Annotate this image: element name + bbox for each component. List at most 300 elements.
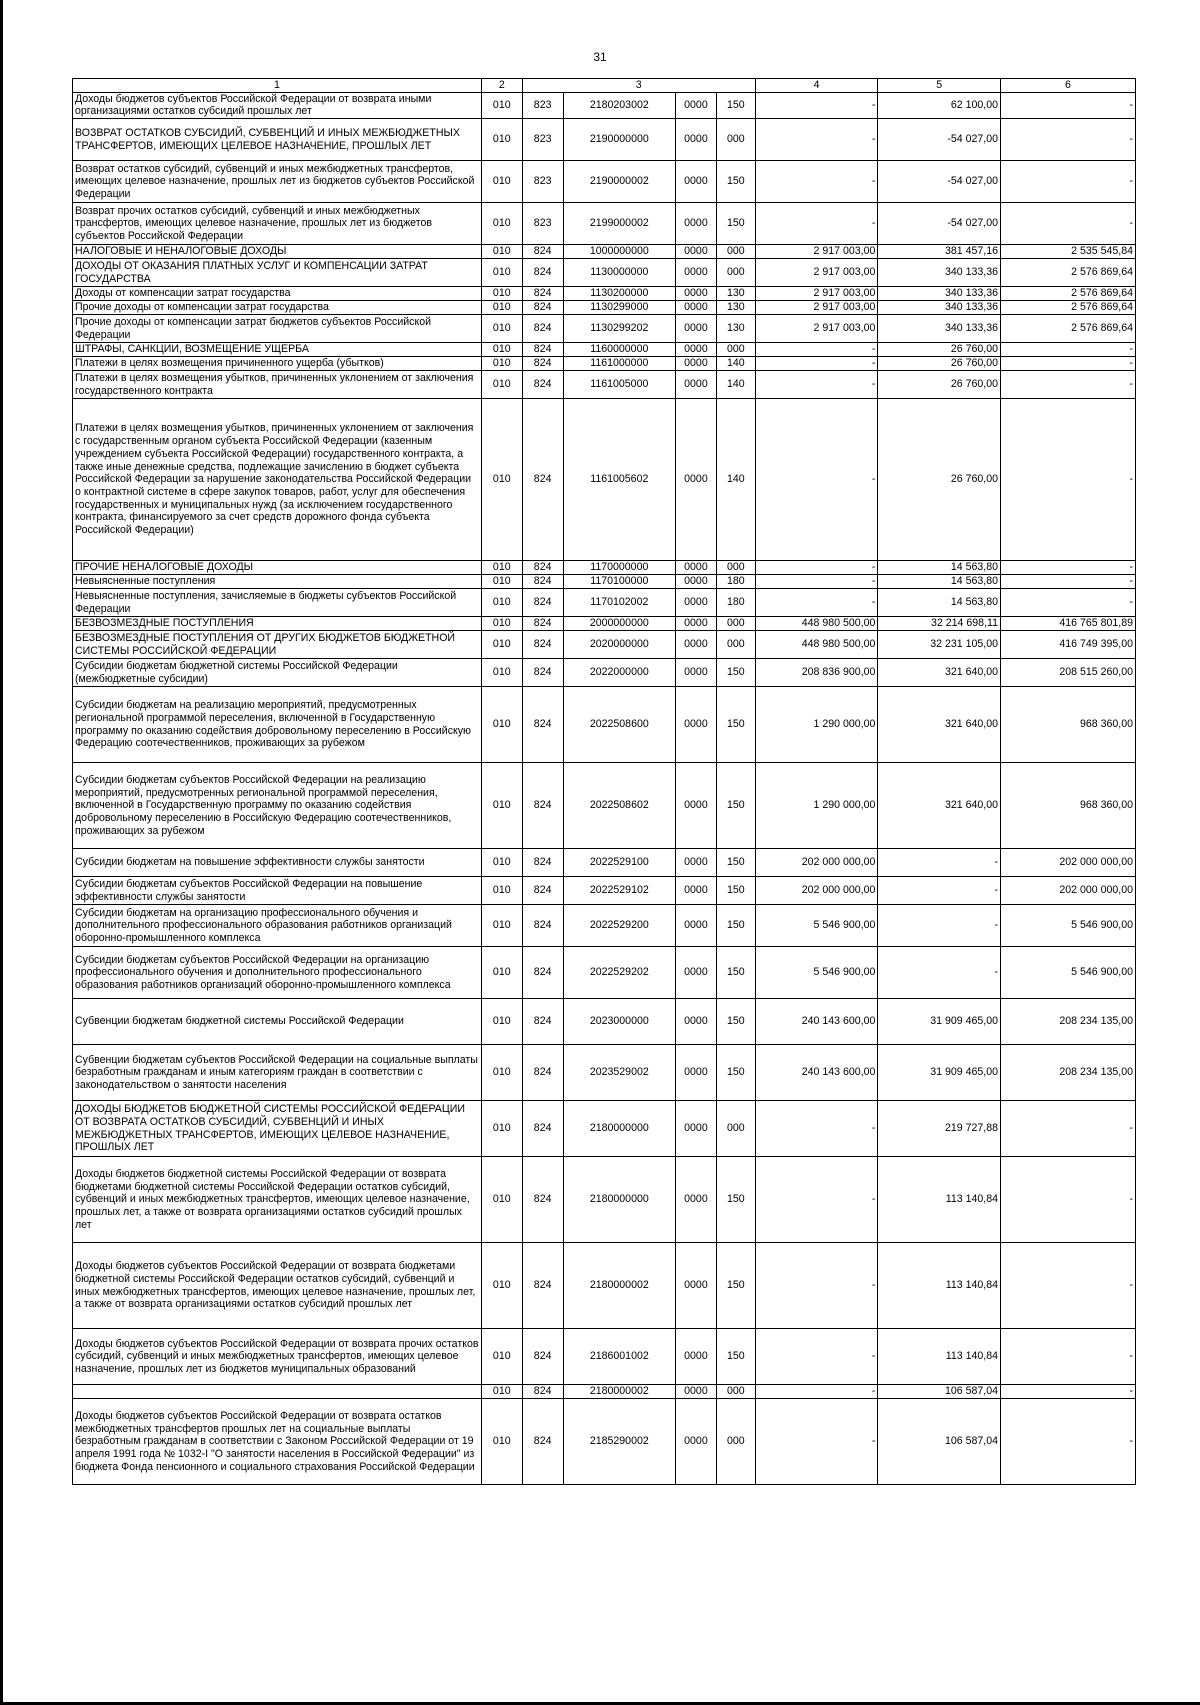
row-code-kosgu: 140 — [716, 371, 755, 399]
row-code-kbk: 2185290002 — [563, 1399, 675, 1485]
table-row — [73, 119, 1136, 161]
row-code-admin: 824 — [522, 575, 563, 589]
row-plan-amount: - — [755, 161, 878, 203]
row-code-admin: 824 — [522, 1385, 563, 1399]
row-plan-amount: 5 546 900,00 — [755, 947, 878, 999]
row-code-program: 0000 — [676, 399, 717, 561]
row-code-program: 0000 — [676, 357, 717, 371]
row-executed-amount: 14 563,80 — [878, 561, 1001, 575]
row-code-kbk: 2023000000 — [563, 999, 675, 1045]
row-code-program: 0000 — [676, 1157, 717, 1243]
row-code-program: 0000 — [676, 905, 717, 947]
row-code-line: 010 — [481, 575, 522, 589]
row-code-kbk: 1161000000 — [563, 357, 675, 371]
row-name: Платежи в целях возмещения убытков, причиненных уклонением от заключения с государственным органом субъекта Российской Федерации (казенным учреждением субъекта Российской Федерации) государственного контракта, а также иные денежные средства, подлежащие зачислению в бюджет субъекта Российской Федерации за нарушение законодательства Российской Федерации о контрактной системе в сфере закупок товаров, работ, услуг для обеспечения государственных и муниципальных нужд (за исключением государственного контракта, финансируемого за счет средств дорожного фонда субъекта Российской Федерации) — [73, 399, 482, 561]
row-executed-amount: 26 760,00 — [878, 371, 1001, 399]
row-code-program: 0000 — [676, 343, 717, 357]
row-code-admin: 824 — [522, 287, 563, 301]
row-executed-amount: 31 909 465,00 — [878, 999, 1001, 1045]
row-executed-amount: 321 640,00 — [878, 763, 1001, 849]
row-code-program: 0000 — [676, 659, 717, 687]
row-code-admin: 824 — [522, 315, 563, 343]
row-remaining-amount: - — [1001, 357, 1136, 371]
row-name — [73, 1385, 482, 1399]
row-executed-amount: 26 760,00 — [878, 343, 1001, 357]
row-code-kbk: 2023529002 — [563, 1045, 675, 1101]
row-code-line: 010 — [481, 763, 522, 849]
row-plan-amount: - — [755, 1157, 878, 1243]
row-executed-amount: - — [878, 947, 1001, 999]
row-plan-amount: - — [755, 1399, 878, 1485]
row-name: БЕЗВОЗМЕЗДНЫЕ ПОСТУПЛЕНИЯ — [73, 617, 482, 631]
row-code-kbk: 2022508600 — [563, 687, 675, 763]
row-code-admin: 824 — [522, 1157, 563, 1243]
row-code-kbk: 2022000000 — [563, 659, 675, 687]
row-remaining-amount: 2 535 545,84 — [1001, 245, 1136, 259]
row-code-program: 0000 — [676, 1101, 717, 1157]
row-code-line: 010 — [481, 399, 522, 561]
row-remaining-amount: 5 546 900,00 — [1001, 947, 1136, 999]
row-executed-amount: 340 133,36 — [878, 315, 1001, 343]
row-code-kosgu: 150 — [716, 877, 755, 905]
row-code-kosgu: 150 — [716, 1045, 755, 1101]
row-code-kbk: 2186001002 — [563, 1329, 675, 1385]
row-code-admin: 823 — [522, 92, 563, 118]
table-row — [73, 1329, 1136, 1385]
row-code-admin: 824 — [522, 357, 563, 371]
table-row — [73, 617, 1136, 631]
row-code-program: 0000 — [676, 1329, 717, 1385]
row-code-line: 010 — [481, 287, 522, 301]
row-code-admin: 823 — [522, 203, 563, 245]
row-name: Невыясненные поступления, зачисляемые в бюджеты субъектов Российской Федерации — [73, 589, 482, 617]
table-row — [73, 849, 1136, 877]
row-code-kbk: 1170100000 — [563, 575, 675, 589]
row-executed-amount: 32 231 105,00 — [878, 631, 1001, 659]
row-code-program: 0000 — [676, 631, 717, 659]
row-code-admin: 824 — [522, 1101, 563, 1157]
row-plan-amount: - — [755, 343, 878, 357]
revenue-table — [72, 78, 1136, 1485]
table-row — [73, 575, 1136, 589]
row-remaining-amount: - — [1001, 161, 1136, 203]
row-plan-amount: 202 000 000,00 — [755, 877, 878, 905]
table-row — [73, 399, 1136, 561]
row-plan-amount: 240 143 600,00 — [755, 1045, 878, 1101]
row-name: ВОЗВРАТ ОСТАТКОВ СУБСИДИЙ, СУБВЕНЦИЙ И ИНЫХ МЕЖБЮДЖЕТНЫХ ТРАНСФЕРТОВ, ИМЕЮЩИХ ЦЕЛЕВОЕ НАЗНАЧЕНИЕ, ПРОШЛЫХ ЛЕТ — [73, 119, 482, 161]
row-remaining-amount: 968 360,00 — [1001, 687, 1136, 763]
row-code-kosgu: 150 — [716, 687, 755, 763]
row-code-admin: 824 — [522, 343, 563, 357]
table-row — [73, 259, 1136, 287]
table-row — [73, 999, 1136, 1045]
row-code-admin: 824 — [522, 561, 563, 575]
row-plan-amount: - — [755, 92, 878, 118]
row-code-kbk: 1161005000 — [563, 371, 675, 399]
row-executed-amount: - — [878, 877, 1001, 905]
row-name: Доходы от компенсации затрат государства — [73, 287, 482, 301]
row-code-kosgu: 150 — [716, 161, 755, 203]
row-code-kosgu: 000 — [716, 343, 755, 357]
row-code-admin: 824 — [522, 1243, 563, 1329]
row-code-kosgu: 150 — [716, 1329, 755, 1385]
row-remaining-amount: 2 576 869,64 — [1001, 287, 1136, 301]
row-remaining-amount: - — [1001, 561, 1136, 575]
row-executed-amount: 321 640,00 — [878, 687, 1001, 763]
row-remaining-amount: 208 515 260,00 — [1001, 659, 1136, 687]
row-code-program: 0000 — [676, 161, 717, 203]
row-code-line: 010 — [481, 1243, 522, 1329]
row-remaining-amount: 416 749 395,00 — [1001, 631, 1136, 659]
row-code-line: 010 — [481, 315, 522, 343]
row-code-kbk: 1130000000 — [563, 259, 675, 287]
row-code-admin: 824 — [522, 399, 563, 561]
row-code-kosgu: 150 — [716, 999, 755, 1045]
table-row — [73, 203, 1136, 245]
row-plan-amount: - — [755, 119, 878, 161]
row-code-program: 0000 — [676, 575, 717, 589]
header-col-2: 2 — [481, 79, 522, 93]
row-name: ПРОЧИЕ НЕНАЛОГОВЫЕ ДОХОДЫ — [73, 561, 482, 575]
row-remaining-amount: 202 000 000,00 — [1001, 877, 1136, 905]
row-code-kbk: 1130299202 — [563, 315, 675, 343]
row-code-line: 010 — [481, 1385, 522, 1399]
row-code-line: 010 — [481, 617, 522, 631]
row-plan-amount: - — [755, 203, 878, 245]
row-plan-amount: 2 917 003,00 — [755, 245, 878, 259]
row-executed-amount: -54 027,00 — [878, 203, 1001, 245]
row-plan-amount: 208 836 900,00 — [755, 659, 878, 687]
row-executed-amount: 321 640,00 — [878, 659, 1001, 687]
row-executed-amount: 113 140,84 — [878, 1157, 1001, 1243]
row-name: Субсидии бюджетам на повышение эффективности службы занятости — [73, 849, 482, 877]
row-remaining-amount: - — [1001, 1399, 1136, 1485]
row-plan-amount: - — [755, 1101, 878, 1157]
row-code-kosgu: 130 — [716, 315, 755, 343]
row-name: Платежи в целях возмещения причиненного ущерба (убытков) — [73, 357, 482, 371]
row-executed-amount: - — [878, 849, 1001, 877]
row-executed-amount: 219 727,88 — [878, 1101, 1001, 1157]
row-code-kbk: 2190000000 — [563, 119, 675, 161]
table-row — [73, 561, 1136, 575]
row-remaining-amount: - — [1001, 92, 1136, 118]
row-executed-amount: 26 760,00 — [878, 399, 1001, 561]
header-row — [73, 79, 1136, 93]
row-code-kbk: 2190000002 — [563, 161, 675, 203]
row-executed-amount: 14 563,80 — [878, 575, 1001, 589]
row-code-line: 010 — [481, 203, 522, 245]
row-code-program: 0000 — [676, 849, 717, 877]
row-remaining-amount: - — [1001, 589, 1136, 617]
row-name: ДОХОДЫ ОТ ОКАЗАНИЯ ПЛАТНЫХ УСЛУГ И КОМПЕНСАЦИИ ЗАТРАТ ГОСУДАРСТВА — [73, 259, 482, 287]
row-code-program: 0000 — [676, 92, 717, 118]
row-executed-amount: 113 140,84 — [878, 1329, 1001, 1385]
row-code-program: 0000 — [676, 1399, 717, 1485]
row-code-kosgu: 000 — [716, 259, 755, 287]
row-code-line: 010 — [481, 1157, 522, 1243]
row-plan-amount: 2 917 003,00 — [755, 315, 878, 343]
row-code-kosgu: 140 — [716, 357, 755, 371]
row-name: Доходы бюджетов субъектов Российской Федерации от возврата прочих остатков субсидий, субвенций и иных межбюджетных трансфертов, имеющих целевое назначение, прошлых лет из бюджетов муниципальных образований — [73, 1329, 482, 1385]
row-code-program: 0000 — [676, 119, 717, 161]
row-executed-amount: 381 457,16 — [878, 245, 1001, 259]
row-code-program: 0000 — [676, 245, 717, 259]
row-executed-amount: 340 133,36 — [878, 301, 1001, 315]
row-code-program: 0000 — [676, 1045, 717, 1101]
row-plan-amount: - — [755, 1329, 878, 1385]
row-code-kbk: 2022529100 — [563, 849, 675, 877]
row-code-kbk: 1160000000 — [563, 343, 675, 357]
row-code-program: 0000 — [676, 371, 717, 399]
row-code-admin: 823 — [522, 119, 563, 161]
table-row — [73, 905, 1136, 947]
table-row — [73, 92, 1136, 118]
row-code-kosgu: 150 — [716, 849, 755, 877]
row-code-program: 0000 — [676, 687, 717, 763]
row-remaining-amount: - — [1001, 575, 1136, 589]
row-plan-amount: - — [755, 399, 878, 561]
row-code-program: 0000 — [676, 877, 717, 905]
row-code-admin: 824 — [522, 877, 563, 905]
row-code-kosgu: 150 — [716, 1157, 755, 1243]
row-name: Платежи в целях возмещения убытков, причиненных уклонением от заключения государственного контракта — [73, 371, 482, 399]
row-plan-amount: 5 546 900,00 — [755, 905, 878, 947]
row-plan-amount: - — [755, 575, 878, 589]
row-remaining-amount: 208 234 135,00 — [1001, 999, 1136, 1045]
row-code-kbk: 2180000002 — [563, 1385, 675, 1399]
row-code-line: 010 — [481, 999, 522, 1045]
row-name: Прочие доходы от компенсации затрат бюджетов субъектов Российской Федерации — [73, 315, 482, 343]
row-code-admin: 824 — [522, 659, 563, 687]
row-code-admin: 823 — [522, 161, 563, 203]
row-code-line: 010 — [481, 947, 522, 999]
row-code-admin: 824 — [522, 687, 563, 763]
row-plan-amount: 448 980 500,00 — [755, 631, 878, 659]
row-plan-amount: - — [755, 561, 878, 575]
row-code-kbk: 2180203002 — [563, 92, 675, 118]
row-plan-amount: - — [755, 371, 878, 399]
row-plan-amount: - — [755, 1385, 878, 1399]
row-code-kbk: 2180000000 — [563, 1101, 675, 1157]
row-code-kosgu: 150 — [716, 659, 755, 687]
table-row — [73, 1101, 1136, 1157]
row-code-kosgu: 000 — [716, 1385, 755, 1399]
row-name: Возврат прочих остатков субсидий, субвенций и иных межбюджетных трансфертов, имеющих целевое назначение, прошлых лет из бюджетов субъектов Российской Федерации — [73, 203, 482, 245]
row-code-admin: 824 — [522, 589, 563, 617]
row-code-admin: 824 — [522, 947, 563, 999]
row-code-admin: 824 — [522, 617, 563, 631]
row-code-admin: 824 — [522, 371, 563, 399]
row-executed-amount: -54 027,00 — [878, 119, 1001, 161]
row-plan-amount: 448 980 500,00 — [755, 617, 878, 631]
row-plan-amount: 202 000 000,00 — [755, 849, 878, 877]
row-code-line: 010 — [481, 1045, 522, 1101]
table-row — [73, 763, 1136, 849]
page-number: 31 — [593, 50, 607, 64]
table-row — [73, 315, 1136, 343]
row-code-line: 010 — [481, 905, 522, 947]
header-col-3: 3 — [522, 79, 755, 93]
row-plan-amount: 2 917 003,00 — [755, 301, 878, 315]
row-name: ШТРАФЫ, САНКЦИИ, ВОЗМЕЩЕНИЕ УЩЕРБА — [73, 343, 482, 357]
row-code-kbk: 2199000002 — [563, 203, 675, 245]
row-code-line: 010 — [481, 343, 522, 357]
row-remaining-amount: - — [1001, 1329, 1136, 1385]
row-code-kosgu: 150 — [716, 92, 755, 118]
row-executed-amount: -54 027,00 — [878, 161, 1001, 203]
row-code-kbk: 1170000000 — [563, 561, 675, 575]
row-executed-amount: 32 214 698,11 — [878, 617, 1001, 631]
row-code-line: 010 — [481, 259, 522, 287]
row-remaining-amount: 968 360,00 — [1001, 763, 1136, 849]
row-code-kosgu: 000 — [716, 119, 755, 161]
row-name: Прочие доходы от компенсации затрат государства — [73, 301, 482, 315]
row-plan-amount: - — [755, 589, 878, 617]
row-executed-amount: - — [878, 905, 1001, 947]
row-name: Субвенции бюджетам бюджетной системы Российской Федерации — [73, 999, 482, 1045]
row-plan-amount: - — [755, 1243, 878, 1329]
row-code-line: 010 — [481, 659, 522, 687]
row-remaining-amount: 416 765 801,89 — [1001, 617, 1136, 631]
row-code-admin: 824 — [522, 301, 563, 315]
scan-edge-left — [0, 0, 3, 1705]
row-code-line: 010 — [481, 371, 522, 399]
row-code-kosgu: 000 — [716, 1399, 755, 1485]
row-name: Субсидии бюджетам субъектов Российской Федерации на организацию профессионального обучения и дополнительного профессионального образования работников организаций оборонно-промышленного комплекса — [73, 947, 482, 999]
row-remaining-amount: - — [1001, 1385, 1136, 1399]
table-row — [73, 1157, 1136, 1243]
row-code-admin: 824 — [522, 1329, 563, 1385]
row-name: Возврат остатков субсидий, субвенций и иных межбюджетных трансфертов, имеющих целевое назначение, прошлых лет из бюджетов субъектов Российской Федерации — [73, 161, 482, 203]
row-executed-amount: 106 587,04 — [878, 1385, 1001, 1399]
table-row — [73, 287, 1136, 301]
row-code-program: 0000 — [676, 617, 717, 631]
row-code-line: 010 — [481, 1399, 522, 1485]
table-row — [73, 357, 1136, 371]
row-name: Доходы бюджетов субъектов Российской Федерации от возврата иными организациями остатков субсидий прошлых лет — [73, 92, 482, 118]
table-row — [73, 343, 1136, 357]
table-row — [73, 1045, 1136, 1101]
row-code-admin: 824 — [522, 849, 563, 877]
row-name: Субсидии бюджетам на реализацию мероприятий, предусмотренных региональной программой переселения, включенной в Государственную программу по оказанию содействия добровольному переселению в Российскую Федерацию соотечественников, проживающих за рубежом — [73, 687, 482, 763]
row-code-kbk: 2180000002 — [563, 1243, 675, 1329]
row-executed-amount: 340 133,36 — [878, 259, 1001, 287]
row-code-kbk: 2022529102 — [563, 877, 675, 905]
row-remaining-amount: 202 000 000,00 — [1001, 849, 1136, 877]
row-code-line: 010 — [481, 849, 522, 877]
row-executed-amount: 31 909 465,00 — [878, 1045, 1001, 1101]
table-row — [73, 245, 1136, 259]
row-remaining-amount: 5 546 900,00 — [1001, 905, 1136, 947]
row-remaining-amount: - — [1001, 119, 1136, 161]
table-row — [73, 1399, 1136, 1485]
row-code-kbk: 2000000000 — [563, 617, 675, 631]
row-code-admin: 824 — [522, 905, 563, 947]
row-code-program: 0000 — [676, 203, 717, 245]
row-code-kosgu: 130 — [716, 287, 755, 301]
row-name: Доходы бюджетов субъектов Российской Федерации от возврата остатков межбюджетных трансфертов прошлых лет на социальные выплаты безработным гражданам в соответствии с Законом Российской Федерации от 19 апреля 1991 года № 1032-I "О занятости населения в Российской Федерации" из бюджета Фонда пенсионного и социального страхования Российской Федерации — [73, 1399, 482, 1485]
row-code-program: 0000 — [676, 763, 717, 849]
row-code-program: 0000 — [676, 589, 717, 617]
row-code-admin: 824 — [522, 999, 563, 1045]
row-executed-amount: 62 100,00 — [878, 92, 1001, 118]
row-code-line: 010 — [481, 1101, 522, 1157]
row-code-kbk: 1130200000 — [563, 287, 675, 301]
row-code-line: 010 — [481, 161, 522, 203]
row-code-admin: 824 — [522, 245, 563, 259]
row-executed-amount: 106 587,04 — [878, 1399, 1001, 1485]
row-name: Доходы бюджетов субъектов Российской Федерации от возврата бюджетами бюджетной системы Российской Федерации остатков субсидий, субвенций и иных межбюджетных трансфертов, имеющих целевое назначение, прошлых лет, а также от возврата организациями остатков субсидий прошлых лет — [73, 1243, 482, 1329]
row-executed-amount: 26 760,00 — [878, 357, 1001, 371]
row-code-program: 0000 — [676, 999, 717, 1045]
table-row — [73, 1243, 1136, 1329]
row-remaining-amount: - — [1001, 371, 1136, 399]
row-code-kosgu: 180 — [716, 589, 755, 617]
row-name: НАЛОГОВЫЕ И НЕНАЛОГОВЫЕ ДОХОДЫ — [73, 245, 482, 259]
row-code-line: 010 — [481, 631, 522, 659]
row-plan-amount: 2 917 003,00 — [755, 287, 878, 301]
row-remaining-amount: - — [1001, 343, 1136, 357]
row-code-kosgu: 150 — [716, 1243, 755, 1329]
table-row — [73, 877, 1136, 905]
row-code-kosgu: 000 — [716, 245, 755, 259]
row-code-kbk: 2022508602 — [563, 763, 675, 849]
row-remaining-amount: 2 576 869,64 — [1001, 259, 1136, 287]
row-plan-amount: 1 290 000,00 — [755, 763, 878, 849]
row-code-program: 0000 — [676, 259, 717, 287]
row-code-admin: 824 — [522, 1045, 563, 1101]
row-code-admin: 824 — [522, 631, 563, 659]
row-code-kbk: 1000000000 — [563, 245, 675, 259]
header-col-6: 6 — [1001, 79, 1136, 93]
row-code-line: 010 — [481, 1329, 522, 1385]
row-name: Доходы бюджетов бюджетной системы Российской Федерации от возврата бюджетами бюджетной системы Российской Федерации остатков субсидий, субвенций и иных межбюджетных трансфертов, имеющих целевое назначение, прошлых лет, а также от возврата организациями остатков субсидий прошлых лет — [73, 1157, 482, 1243]
row-code-admin: 824 — [522, 259, 563, 287]
row-executed-amount: 14 563,80 — [878, 589, 1001, 617]
row-code-admin: 824 — [522, 1399, 563, 1485]
table-row — [73, 161, 1136, 203]
table-row — [73, 659, 1136, 687]
row-name: Субсидии бюджетам субъектов Российской Федерации на повышение эффективности службы занятости — [73, 877, 482, 905]
row-name: Субсидии бюджетам на организацию профессионального обучения и дополнительного профессионального образования работников организаций оборонно-промышленного комплекса — [73, 905, 482, 947]
row-name: Субсидии бюджетам бюджетной системы Российской Федерации (межбюджетные субсидии) — [73, 659, 482, 687]
row-code-kosgu: 150 — [716, 763, 755, 849]
row-code-line: 010 — [481, 119, 522, 161]
row-code-program: 0000 — [676, 287, 717, 301]
row-name: ДОХОДЫ БЮДЖЕТОВ БЮДЖЕТНОЙ СИСТЕМЫ РОССИЙСКОЙ ФЕДЕРАЦИИ ОТ ВОЗВРАТА ОСТАТКОВ СУБСИДИЙ, СУБВЕНЦИЙ И ИНЫХ МЕЖБЮДЖЕТНЫХ ТРАНСФЕРТОВ, ИМЕЮЩИХ ЦЕЛЕВОЕ НАЗНАЧЕНИЕ, ПРОШЛЫХ ЛЕТ — [73, 1101, 482, 1157]
header-col-5: 5 — [878, 79, 1001, 93]
row-code-line: 010 — [481, 877, 522, 905]
row-code-program: 0000 — [676, 1385, 717, 1399]
row-remaining-amount: - — [1001, 399, 1136, 561]
row-remaining-amount: - — [1001, 203, 1136, 245]
header-col-1: 1 — [73, 79, 482, 93]
row-remaining-amount: 2 576 869,64 — [1001, 301, 1136, 315]
table-row — [73, 687, 1136, 763]
row-code-kosgu: 000 — [716, 617, 755, 631]
row-code-program: 0000 — [676, 561, 717, 575]
row-code-kbk: 1161005602 — [563, 399, 675, 561]
row-executed-amount: 113 140,84 — [878, 1243, 1001, 1329]
row-code-kbk: 2180000000 — [563, 1157, 675, 1243]
row-code-line: 010 — [481, 589, 522, 617]
row-code-kosgu: 150 — [716, 905, 755, 947]
row-code-kbk: 1130299000 — [563, 301, 675, 315]
row-name: БЕЗВОЗМЕЗДНЫЕ ПОСТУПЛЕНИЯ ОТ ДРУГИХ БЮДЖЕТОВ БЮДЖЕТНОЙ СИСТЕМЫ РОССИЙСКОЙ ФЕДЕРАЦИИ — [73, 631, 482, 659]
row-code-line: 010 — [481, 357, 522, 371]
header-col-4: 4 — [755, 79, 878, 93]
row-executed-amount: 340 133,36 — [878, 287, 1001, 301]
